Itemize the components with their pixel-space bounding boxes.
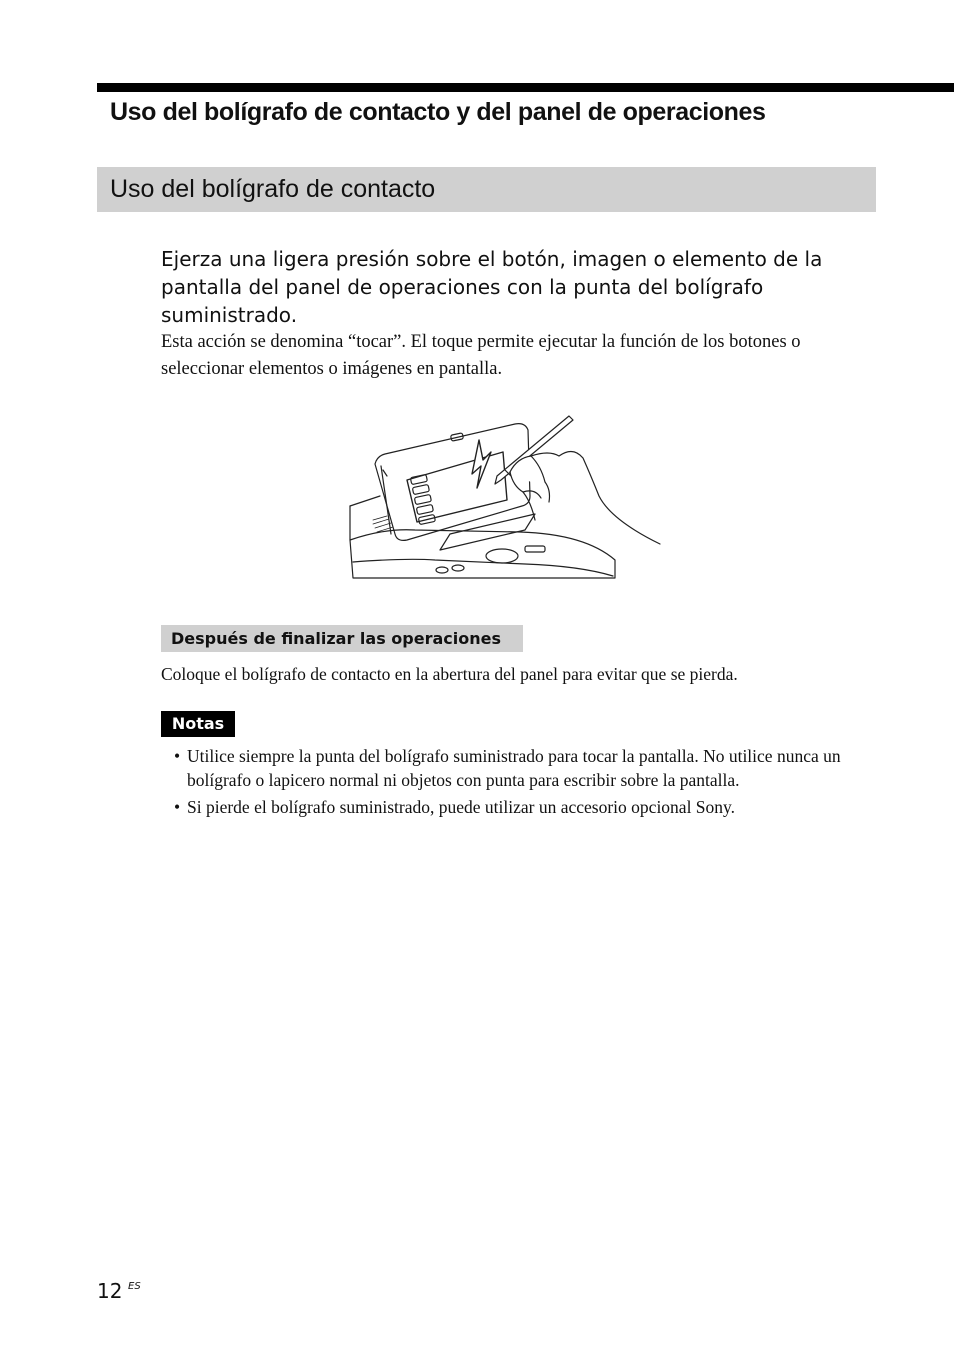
instruction-detail: Esta acción se denomina “tocar”. El toque permite ejecutar la función de los botones o seleccionar elementos o imágenes en pantalla. <box>161 332 801 379</box>
after-operations-heading: Después de finalizar las operaciones <box>171 629 501 648</box>
note-text: Si pierde el bolígrafo suministrado, puede utilizar un accesorio opcional Sony. <box>187 797 736 817</box>
section-header-bar <box>97 167 876 212</box>
after-operations-text: Coloque el bolígrafo de contacto en la abertura del panel para evitar que se pierda. <box>161 664 738 684</box>
stylus-tap-illustration <box>345 410 665 582</box>
page-number: 12 <box>97 1279 123 1303</box>
tap-spark-icon <box>472 440 491 488</box>
notes-label: Notas <box>161 711 235 737</box>
control-button-large <box>486 549 518 563</box>
after-operations-heading-box <box>161 625 523 652</box>
note-item <box>174 745 874 792</box>
panel-side-buttons <box>410 474 435 524</box>
chapter-title: Uso del bolígrafo de contacto y del panel de operaciones <box>110 98 766 126</box>
control-button-small-2 <box>452 565 464 571</box>
note-text: Utilice siempre la punta del bolígrafo suministrado para tocar la pantalla. No utilice nunca un bolígrafo o lapicero normal ni objetos con punta para escribir sobre la pantalla. <box>187 746 841 790</box>
control-button-small-1 <box>436 567 448 573</box>
notes-list <box>174 745 874 824</box>
note-item <box>174 796 874 820</box>
bullet-icon: • <box>174 746 181 766</box>
page-language-code: ES <box>128 1281 141 1292</box>
section-title: Uso del bolígrafo de contacto <box>110 175 436 203</box>
top-rule <box>97 83 954 92</box>
hand <box>510 451 660 544</box>
printer-front-edge <box>353 559 613 576</box>
instruction-lead: Ejerza una ligera presión sobre el botón, imagen o elemento de la pantalla del panel de operaciones con la punta del bolígrafo suministrado. <box>161 247 823 327</box>
bullet-icon: • <box>174 797 181 817</box>
printer-body <box>350 530 615 578</box>
touch-panel-screen <box>407 452 507 522</box>
printer-back-edge <box>350 496 380 506</box>
control-slot <box>525 546 545 552</box>
